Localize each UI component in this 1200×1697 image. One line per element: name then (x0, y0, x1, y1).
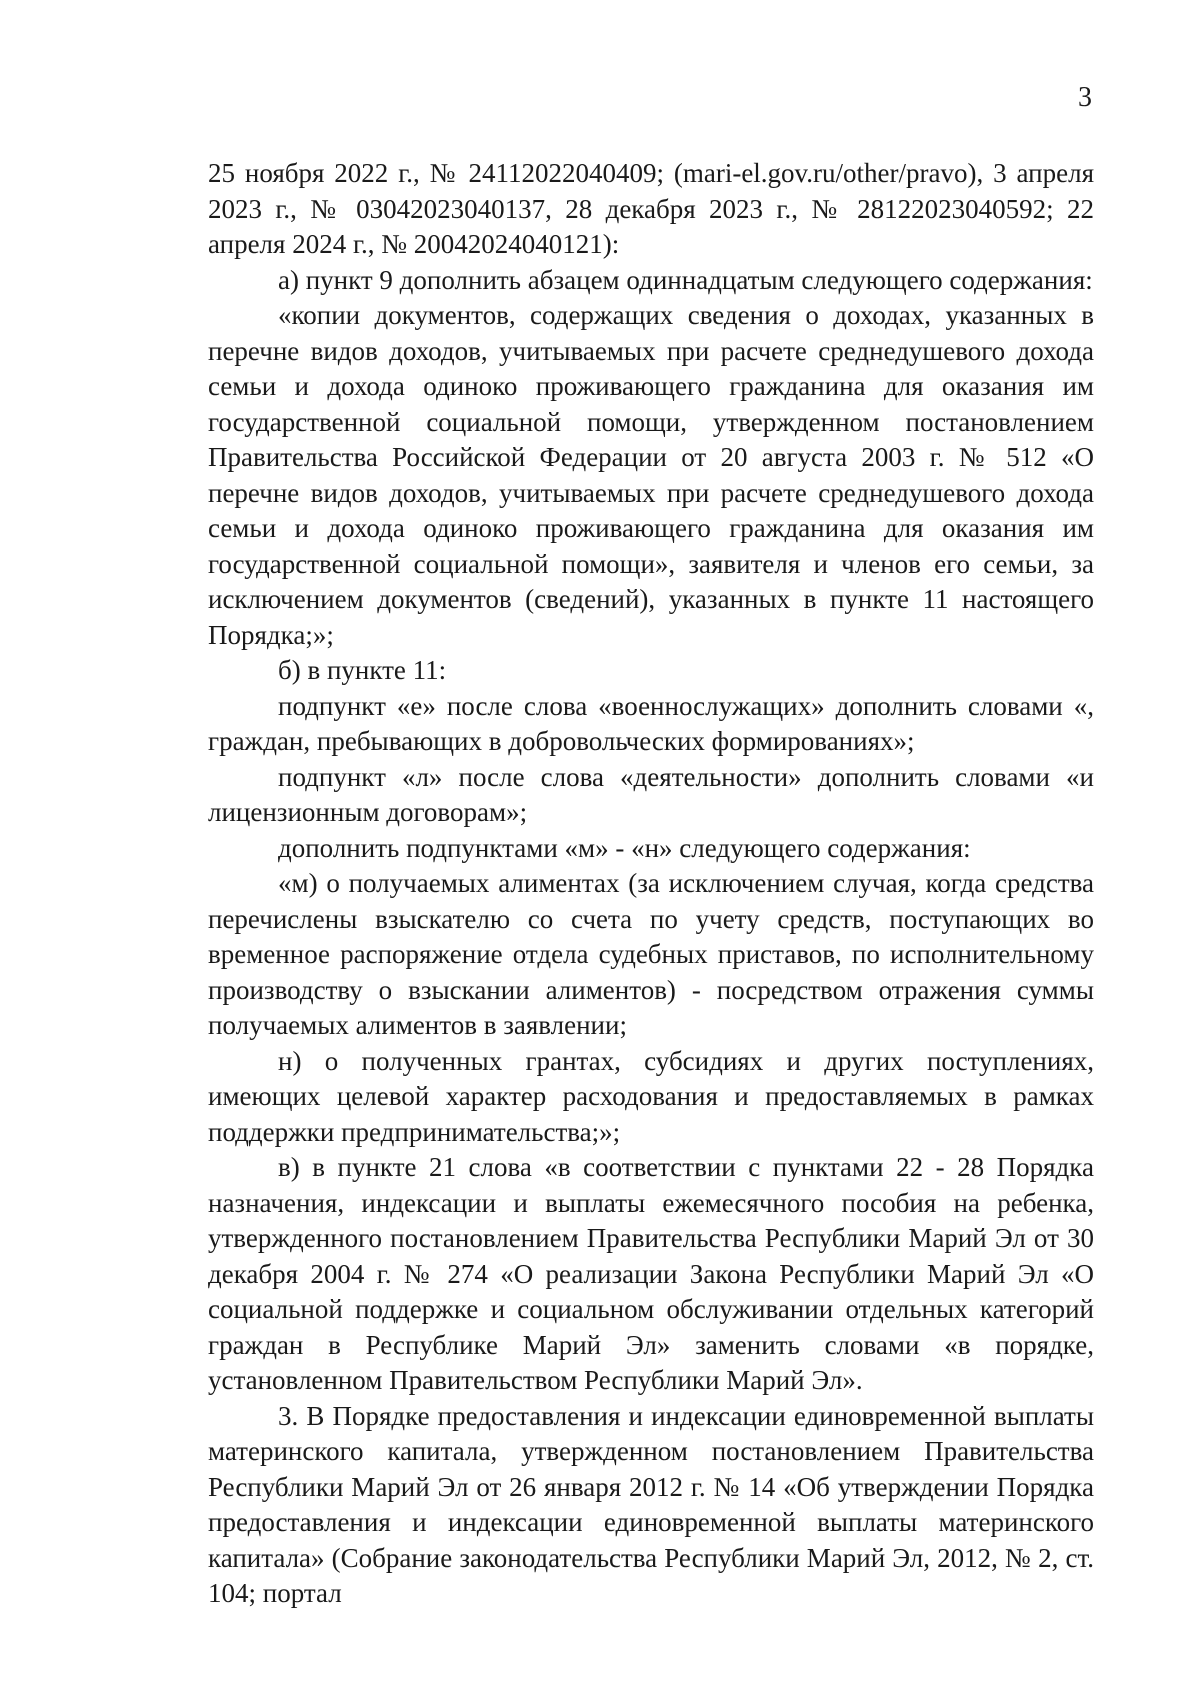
paragraph-subitem-n: н) о полученных грантах, субсидиях и других поступлениях, имеющих целевой характер расходования и предоставляемых в рамках поддержки предпринимательства;»; (208, 1045, 1094, 1147)
paragraph-subitem-l: подпункт «л» после слова «деятельности» дополнить словами «и лицензионным договорам»; (208, 761, 1094, 827)
paragraph-item-a: а) пункт 9 дополнить абзацем одиннадцатым следующего содержания: (278, 264, 1093, 295)
paragraph-section-3: 3. В Порядке предоставления и индексации единовременной выплаты материнского капитала, утвержденном постановлением Правительства Республики Марий Эл от 26 января 2012 г. № 14 «Об утверждении Порядка предоставления и индексации единовременной выплаты материнского капитала» (Собрание законодательства Республики Марий Эл, 2012, № 2, ст. 104; портал (208, 1400, 1094, 1608)
paragraph-item-v: в) в пункте 21 слова «в соответствии с пунктами 22 - 28 Порядка назначения, индексации и выплаты ежемесячного пособия на ребенка, утвержденного постановлением Правительства Республики Марий Эл от 30 декабря 2004 г. № 274 «О реализации Закона Республики Марий Эл «О социальной поддержке и социальном обслуживании отдельных категорий граждан в Республике Марий Эл» заменить словами «в порядке, установленном Правительством Республики Марий Эл». (208, 1152, 1094, 1395)
document-body (208, 156, 1094, 1612)
paragraph-quote-documents: «копии документов, содержащих сведения о доходах, указанных в перечне видов доходов, учитываемых при расчете среднедушевого дохода семьи и дохода одиноко проживающего гражданина для оказания им государственной социальной помощи, утвержденном постановлением Правительства Российской Федерации от 20 августа 2003 г. № 512 «О перечне видов доходов, учитываемых при расчете среднедушевого дохода семьи и дохода одиноко проживающего гражданина для оказания им государственной социальной помощи», заявителя и членов его семьи, за исключением документов (сведений), указанных в пункте 11 настоящего Порядка;»; (208, 300, 1094, 650)
paragraph-continuation: 25 ноября 2022 г., № 24112022040409; (mari-el.gov.ru/other/pravo), 3 апреля 2023 г., № 03042023040137, 28 декабря 2023 г., № 28122023040592; 22 апреля 2024 г., № 20042024040121): (208, 158, 1094, 259)
paragraph-add-subitems: дополнить подпунктами «м» - «н» следующего содержания: (278, 832, 971, 863)
paragraph-subitem-e: подпункт «е» после слова «военнослужащих» дополнить словами «, граждан, пребывающих в добровольческих формированиях»; (208, 690, 1094, 756)
paragraph-subitem-m: «м) о получаемых алиментах (за исключением случая, когда средства перечислены взыскателю со счета по учету средств, поступающих во временное распоряжение отдела судебных приставов, по исполнительному производству о взыскании алиментов) - посредством отражения суммы получаемых алиментов в заявлении; (208, 868, 1094, 1040)
paragraph-item-b: б) в пункте 11: (278, 655, 447, 685)
page-number: 3 (1078, 82, 1092, 113)
